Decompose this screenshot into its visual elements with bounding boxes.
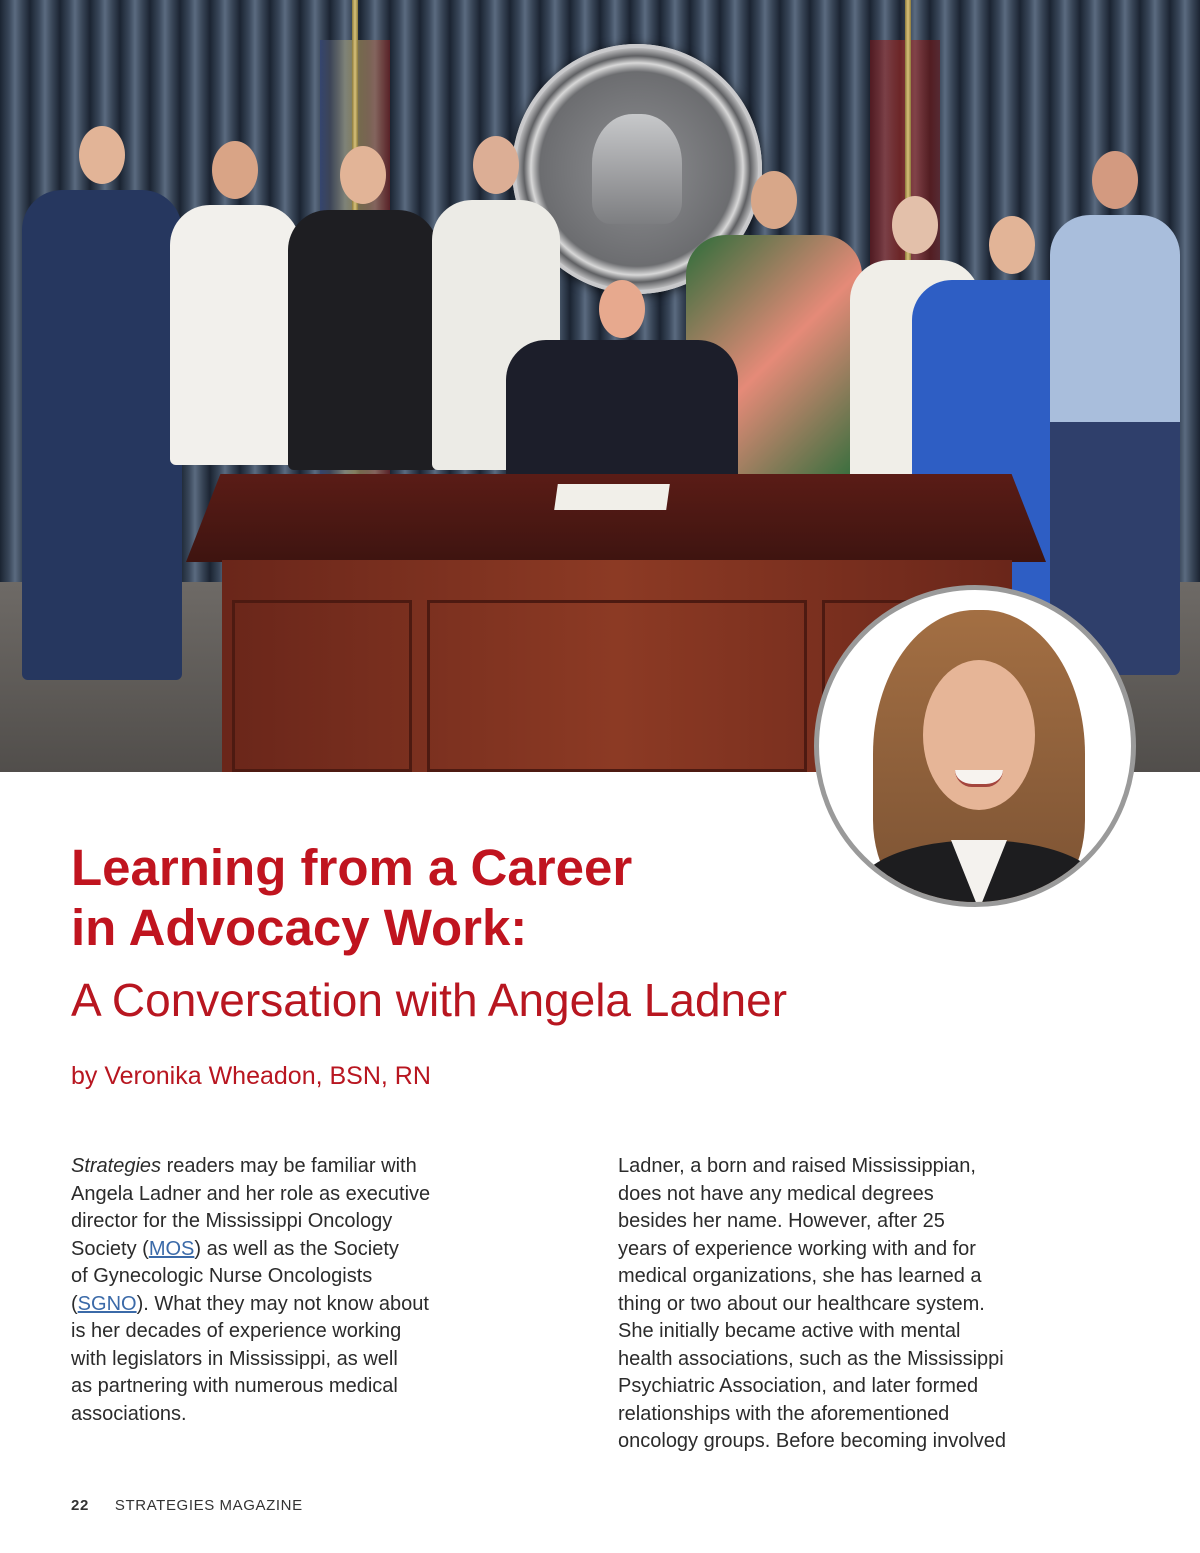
- text-line: relationships with the aforementioned: [618, 1402, 950, 1425]
- body-column-left: [71, 1153, 551, 1428]
- text-line: with legislators in Mississippi, as well: [71, 1347, 398, 1370]
- text-line: director for the Mississippi Oncology: [71, 1210, 393, 1232]
- person-figure: [22, 190, 182, 680]
- portrait-photo: [814, 585, 1136, 907]
- person-figure: [170, 205, 300, 465]
- text-line: (SGNO). What they may not know about: [71, 1292, 429, 1315]
- text-line: Strategies readers may be familiar with: [71, 1155, 417, 1177]
- eagle-emblem: [592, 114, 682, 224]
- text-line: of Gynecologic Nurse Oncologists: [71, 1265, 373, 1287]
- text-line: Society (MOS) as well as the Society: [71, 1237, 399, 1260]
- page-footer: [71, 1497, 303, 1514]
- article-subtitle: A Conversation with Angela Ladner: [71, 974, 788, 1026]
- signing-document: [554, 484, 670, 510]
- seated-person: [506, 340, 738, 490]
- text-line: health associations, such as the Mississippi: [618, 1347, 1004, 1370]
- text-line: She initially became active with mental: [618, 1320, 961, 1342]
- sgno-link[interactable]: SGNO: [77, 1292, 137, 1315]
- text-line: Ladner, a born and raised Mississippian,: [618, 1155, 976, 1177]
- text-line: Angela Ladner and her role as executive: [71, 1182, 431, 1205]
- text-line: medical organizations, she has learned a: [618, 1265, 982, 1287]
- text-line: besides her name. However, after 25: [618, 1210, 945, 1232]
- text-line: associations.: [71, 1402, 187, 1425]
- page-number: 22: [71, 1497, 89, 1514]
- text-line: Psychiatric Association, and later formed: [618, 1375, 979, 1397]
- text-line: is her decades of experience working: [71, 1320, 402, 1342]
- text-line: does not have any medical degrees: [618, 1182, 934, 1205]
- mos-link[interactable]: MOS: [148, 1237, 195, 1260]
- text-line: oncology groups. Before becoming involved: [618, 1430, 1007, 1452]
- publication-name: STRATEGIES MAGAZINE: [114, 1497, 303, 1514]
- text-line: years of experience working with and for: [618, 1237, 976, 1260]
- title-line: Learning from a Career: [71, 839, 633, 896]
- title-line: in Advocacy Work:: [71, 899, 528, 956]
- byline: by Veronika Wheadon, BSN, RN: [71, 1062, 431, 1090]
- person-figure: [1050, 215, 1180, 675]
- article-title: [71, 838, 791, 958]
- body-column-right: [618, 1153, 1098, 1456]
- text-line: thing or two about our healthcare system.: [618, 1292, 985, 1315]
- person-figure: [288, 210, 438, 470]
- text-line: as partnering with numerous medical: [71, 1375, 398, 1397]
